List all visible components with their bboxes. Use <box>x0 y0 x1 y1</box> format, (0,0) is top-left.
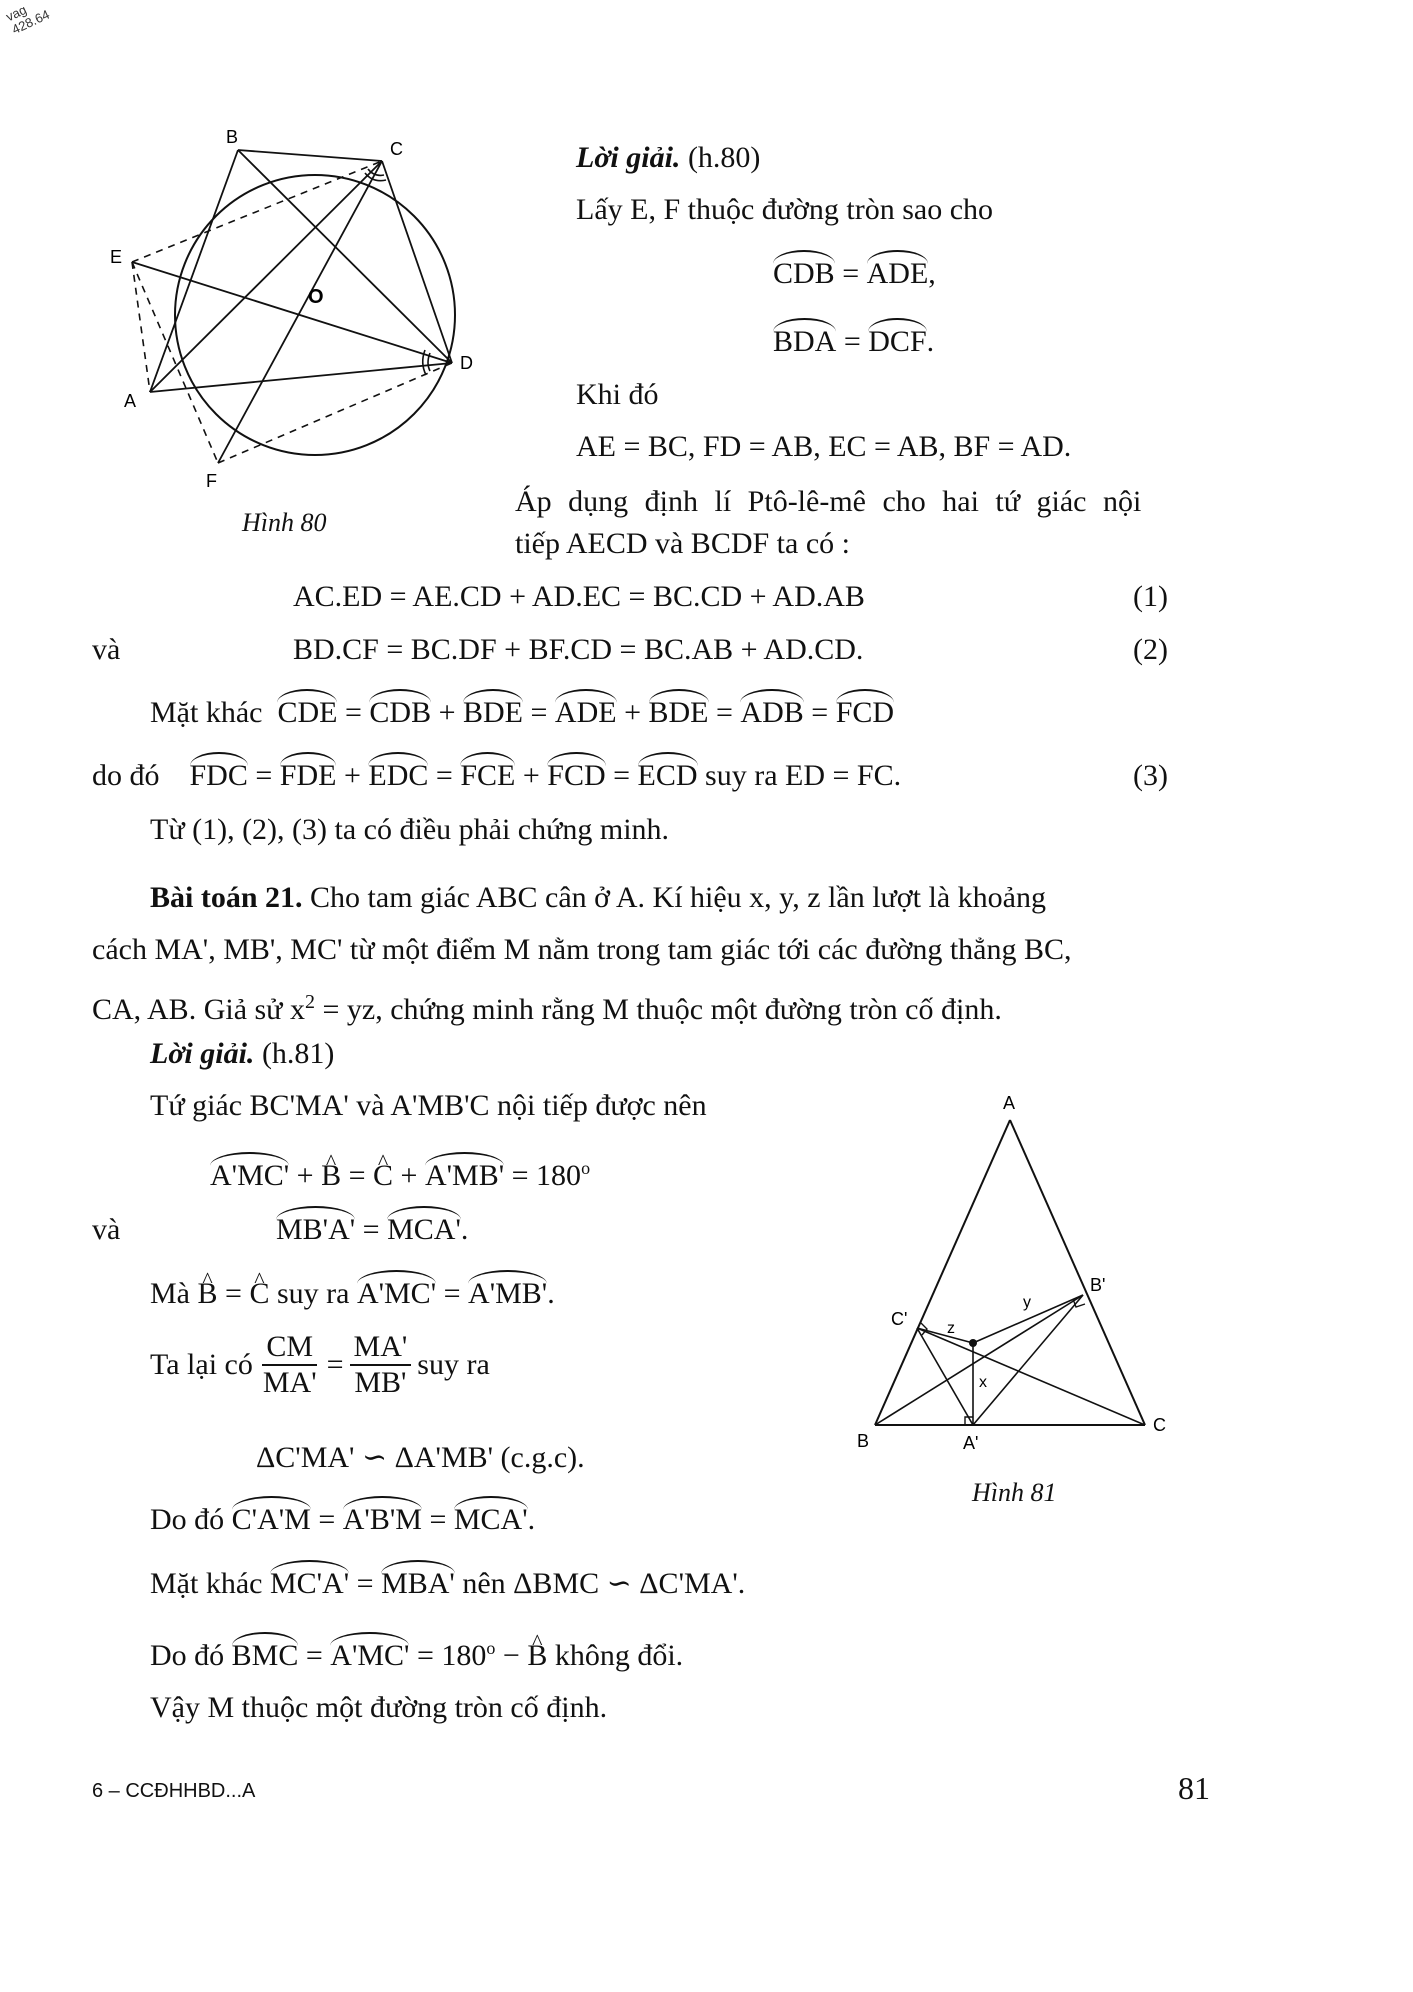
denominator: MA' <box>262 1366 317 1399</box>
degree: o <box>581 1158 591 1178</box>
sol21-heading: Lời giải. <box>150 1037 255 1070</box>
text: Mặt khác <box>150 696 263 729</box>
corner-stamp: vag 428.64 <box>3 1 52 38</box>
arc-fcd: FCD <box>547 759 606 792</box>
op: = <box>803 696 836 729</box>
sol20-line3: AE = BC, FD = AB, EC = AB, BF = AD. <box>576 430 1072 463</box>
op: = <box>310 1503 343 1536</box>
op: = 180 <box>504 1159 582 1192</box>
op: + <box>515 759 548 792</box>
text: Cho tam giác ABC cân ở A. Kí hiệu x, y, z lần lượt là khoảng <box>302 881 1046 914</box>
arc-amb: A'MB' <box>424 1159 505 1192</box>
op: = <box>341 1159 374 1192</box>
superscript: 2 <box>304 991 315 1013</box>
sol20-eq-2-number: (2) <box>1133 633 1168 666</box>
op: = <box>605 759 638 792</box>
punct: , <box>928 257 936 290</box>
sol21-line7 <box>150 1502 535 1538</box>
arc-fcd: FCD <box>835 696 895 729</box>
label-E: E <box>110 247 123 267</box>
arc-fdc: FDC <box>189 759 248 792</box>
text: do đó <box>92 759 160 792</box>
arc-abm: A'B'M <box>342 1503 422 1536</box>
text: Ta lại có <box>150 1348 253 1381</box>
label-O: O <box>308 286 324 308</box>
text: Mặt khác <box>150 1567 270 1600</box>
sol21-ref: (h.81) <box>254 1037 335 1070</box>
arc-amc: A'MC' <box>356 1277 437 1310</box>
op: = <box>247 759 280 792</box>
op: = <box>523 696 555 729</box>
sol21-heading-line <box>150 1036 334 1072</box>
sol20-line4b: tiếp AECD và BCDF ta có : <box>515 527 850 560</box>
arc-edc: EDC <box>368 759 429 792</box>
footer-left: 6 – CCĐHHBD...A <box>92 1780 256 1802</box>
arc-adb: ADB <box>740 696 804 729</box>
inner-lines-81 <box>875 1295 1145 1425</box>
op: = <box>298 1639 331 1672</box>
punct: . <box>460 1213 469 1246</box>
degree: o <box>486 1638 496 1658</box>
text: suy ra ED = FC. <box>697 759 902 792</box>
sol20-heading-line <box>576 140 760 176</box>
sol20-eq-1: AC.ED = AE.CD + AD.EC = BC.CD + AD.AB <box>293 580 865 613</box>
fraction-cm-ma <box>259 1330 321 1400</box>
punct: . <box>547 1277 555 1310</box>
arc-mba2: MBA' <box>381 1567 455 1600</box>
figure-80-caption: Hình 80 <box>242 508 327 537</box>
point-m <box>969 1339 977 1347</box>
hat-b: ^ B <box>321 1158 341 1194</box>
prob21-line2: cách MA', MB', MC' từ một điểm M nằm trong tam giác tới các đường thẳng BC, <box>92 933 1072 966</box>
sol21-line2 <box>210 1150 590 1194</box>
op: = <box>708 696 741 729</box>
prob21-line3 <box>92 984 1002 1028</box>
arc-amc: A'MC' <box>210 1159 290 1192</box>
op: = <box>428 759 461 792</box>
page-number: 81 <box>1178 1770 1210 1806</box>
op: = <box>834 257 867 290</box>
triangle-81 <box>875 1120 1145 1425</box>
sol20-eq-2: BD.CF = BC.DF + BF.CD = BC.AB + AD.CD. <box>293 633 864 666</box>
op: + <box>289 1159 322 1192</box>
sol21-va: và <box>92 1213 121 1246</box>
text: Do đó <box>150 1503 232 1536</box>
sol21-line10: Vậy M thuộc một đường tròn cố định. <box>150 1691 608 1724</box>
sol21-line3 <box>276 1212 468 1248</box>
text: nên ΔBMC ∽ ΔC'MA'. <box>454 1567 746 1600</box>
arc-cde: CDE <box>277 696 338 729</box>
text: Mà <box>150 1277 198 1310</box>
prob21-line1 <box>150 880 1046 916</box>
label-F: F <box>206 471 217 491</box>
op: = <box>349 1567 382 1600</box>
figure-81-caption: Hình 81 <box>972 1478 1057 1507</box>
arc-cdb: CDB <box>369 696 432 729</box>
text: = yz, chứng minh rằng M thuộc một đường tròn cố định. <box>314 993 1002 1026</box>
label-Ap: A' <box>963 1433 979 1453</box>
text: Do đó <box>150 1639 232 1672</box>
op: + <box>336 759 369 792</box>
arc-bda: BDA <box>773 325 837 358</box>
numerator: CM <box>262 1330 317 1366</box>
sol20-heading: Lời giải. <box>576 141 681 174</box>
sol20-eq1 <box>773 256 936 292</box>
arc-ade: ADE <box>866 257 929 290</box>
sol20-eq2 <box>773 324 934 360</box>
arc-mca2: MC'A' <box>269 1567 350 1600</box>
arc-cdb: CDB <box>773 257 835 290</box>
label-D: D <box>460 353 473 373</box>
hat-c: ^ C <box>249 1276 269 1312</box>
arc-bde: BDE <box>463 696 523 729</box>
arc-ecd: ECD <box>637 759 698 792</box>
numerator: MA' <box>350 1330 412 1366</box>
arc-mca: MCA' <box>387 1213 461 1246</box>
denominator: MB' <box>354 1366 407 1399</box>
prob21-title: Bài toán 21. <box>150 881 303 914</box>
sol20-line4a: Áp dụng định lí Ptô-lê-mê cho hai tứ giác nội <box>515 485 1142 518</box>
op: − <box>495 1639 528 1672</box>
label-B: B <box>857 1431 870 1451</box>
arc-bmc: BMC <box>231 1639 299 1672</box>
sol20-conclusion: Từ (1), (2), (3) ta có điều phải chứng minh. <box>150 813 670 846</box>
arc-amb: A'MB' <box>468 1277 548 1310</box>
sol21-line8 <box>150 1566 745 1602</box>
sol20-dodo <box>92 758 901 794</box>
op: = <box>217 1277 250 1310</box>
label-A: A <box>1003 1093 1016 1113</box>
arc-bde: BDE <box>648 696 709 729</box>
hat-c: ^ C <box>373 1158 393 1194</box>
arc-fde: FDE <box>279 759 337 792</box>
op: = 180 <box>409 1639 487 1672</box>
text: suy ra <box>417 1348 490 1381</box>
sol21-line1: Tứ giác BC'MA' và A'MB'C nội tiếp được nên <box>150 1089 707 1122</box>
figure-81 <box>855 1085 1185 1455</box>
figure-80 <box>100 125 490 505</box>
punct: . <box>926 325 935 358</box>
arc-mba: MB'A' <box>276 1213 356 1246</box>
op: = <box>337 696 370 729</box>
sol20-va: và <box>92 633 121 666</box>
op: + <box>393 1159 425 1192</box>
sol21-line9 <box>150 1630 683 1674</box>
op: = <box>355 1213 388 1246</box>
right-angle-marks-81 <box>921 1299 1085 1425</box>
punct: . <box>527 1503 536 1536</box>
hat-b: ^ B <box>198 1276 218 1312</box>
sol21-line4 <box>150 1276 555 1312</box>
sol20-matkhac <box>150 695 894 731</box>
label-B: B <box>226 127 239 147</box>
arc-dcf: DCF <box>868 325 927 358</box>
op: + <box>616 696 649 729</box>
text: không đổi. <box>547 1639 684 1672</box>
label-Cp: C' <box>891 1309 908 1329</box>
sol20-ref: (h.80) <box>680 141 761 174</box>
label-C: C <box>390 139 403 159</box>
label-y: y <box>1023 1294 1031 1311</box>
op: + <box>431 696 463 729</box>
label-C: C <box>1153 1415 1166 1435</box>
arc-mca: MCA' <box>453 1503 528 1536</box>
hat-b: ^ B <box>527 1638 547 1674</box>
op: = <box>326 1348 344 1381</box>
text: CA, AB. Giả sử x <box>92 993 305 1026</box>
sol20-eq-1-number: (1) <box>1133 580 1168 613</box>
fraction-ma-mb <box>350 1330 412 1400</box>
op: suy ra <box>269 1277 357 1310</box>
arc-fce: FCE <box>460 759 516 792</box>
sol20-line2: Khi đó <box>576 378 659 411</box>
label-z: z <box>947 1320 955 1337</box>
op: = <box>421 1503 454 1536</box>
arc-cam: C'A'M <box>231 1503 311 1536</box>
label-A: A <box>124 391 137 411</box>
sol20-line1: Lấy E, F thuộc đường tròn sao cho <box>576 193 994 226</box>
label-Bp: B' <box>1090 1275 1106 1295</box>
sol21-line5 <box>150 1330 490 1400</box>
circle-80 <box>175 175 455 455</box>
label-x: x <box>979 1374 987 1391</box>
sol20-eq-3-number: (3) <box>1133 759 1168 792</box>
sol21-line6: ΔC'MA' ∽ ΔA'MB' (c.g.c). <box>256 1441 585 1474</box>
arc-ade: ADE <box>554 696 617 729</box>
op: = <box>836 325 869 358</box>
arc-amc2: A'MC' <box>330 1639 410 1672</box>
op: = <box>436 1277 469 1310</box>
